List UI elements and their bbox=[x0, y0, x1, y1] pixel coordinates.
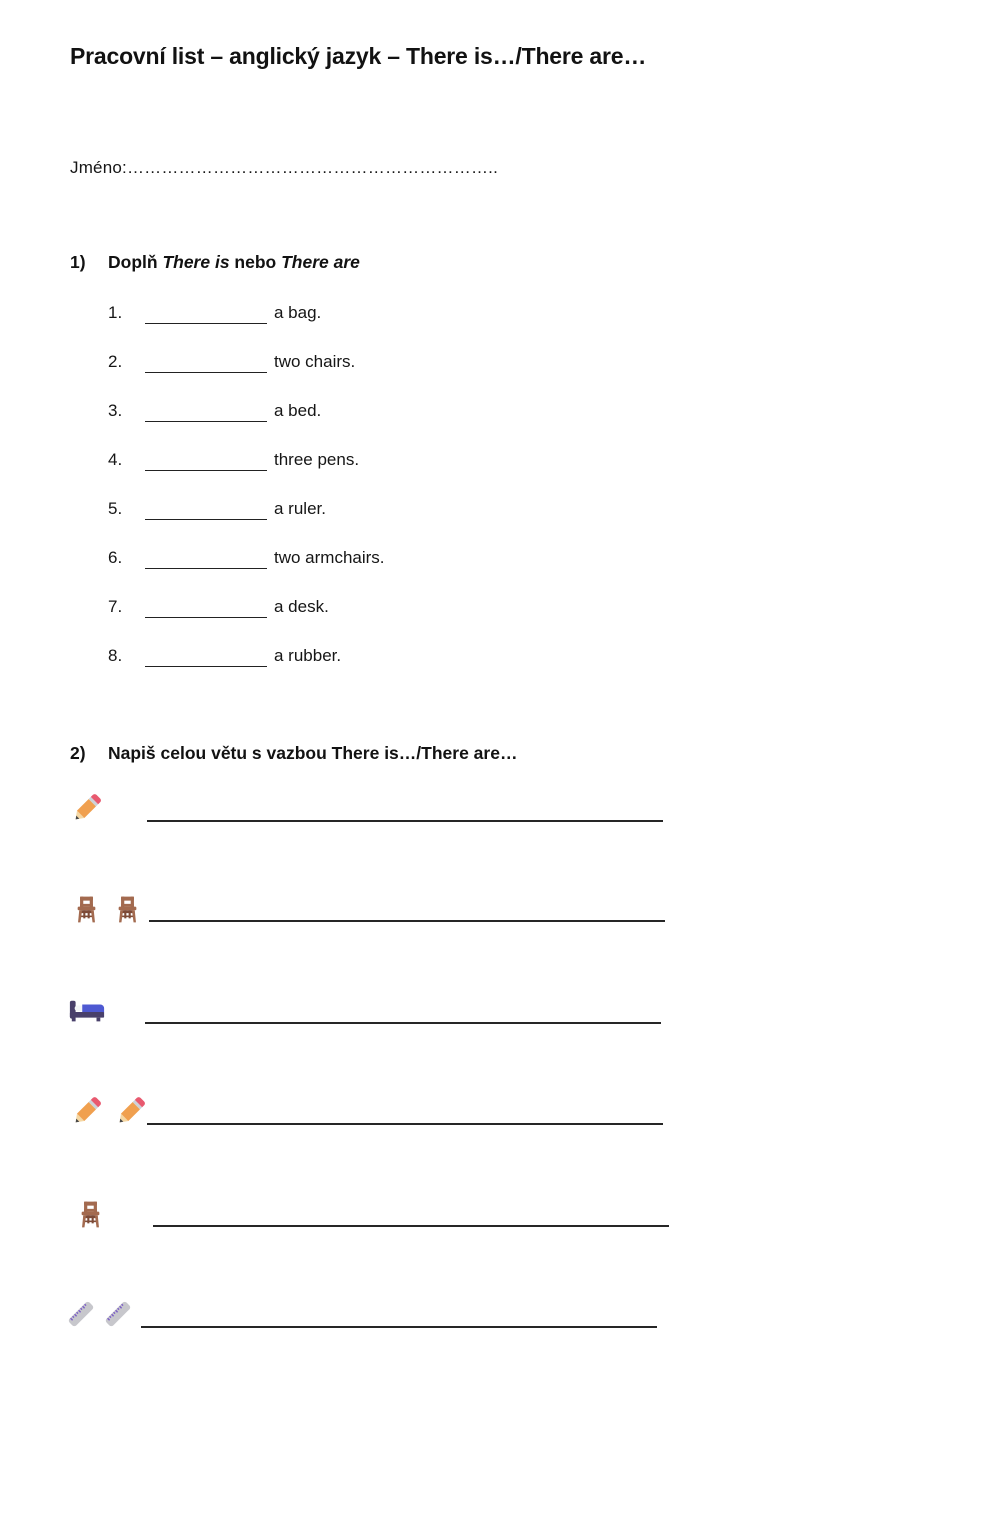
pencil-icon bbox=[114, 1094, 148, 1128]
item-text: a bed. bbox=[274, 401, 322, 420]
item-text: a bag. bbox=[274, 303, 322, 322]
fill-item bbox=[108, 400, 385, 422]
exercise1-instruction-verb: Doplň bbox=[108, 252, 163, 272]
exercise1-number: 1) bbox=[70, 252, 86, 272]
answer-blank bbox=[145, 451, 267, 471]
answer-line bbox=[147, 820, 663, 822]
item-text: a rubber. bbox=[274, 646, 342, 665]
item-number: 3. bbox=[108, 401, 123, 420]
pencil-icon bbox=[70, 1094, 104, 1128]
exercise1-instruction bbox=[108, 250, 360, 274]
answer-line bbox=[149, 920, 665, 922]
item-text: two chairs. bbox=[274, 352, 356, 371]
exercise1-instruction-conjunction: nebo bbox=[229, 252, 282, 272]
icon-group bbox=[76, 1199, 153, 1230]
exercise2-number: 2) bbox=[70, 743, 86, 763]
write-row bbox=[70, 1297, 657, 1331]
answer-blank bbox=[145, 647, 267, 667]
chair-icon bbox=[113, 894, 142, 925]
fill-item bbox=[108, 645, 385, 667]
item-text: three pens. bbox=[274, 450, 360, 469]
fill-item bbox=[108, 302, 385, 324]
item-number: 4. bbox=[108, 450, 123, 469]
answer-line bbox=[153, 1225, 669, 1227]
write-row bbox=[70, 993, 661, 1027]
fill-item bbox=[108, 449, 385, 471]
answer-line bbox=[147, 1123, 663, 1125]
exercise1-heading bbox=[70, 250, 360, 274]
answer-blank bbox=[145, 304, 267, 324]
answer-blank bbox=[145, 598, 267, 618]
item-text: two armchairs. bbox=[274, 548, 385, 567]
write-row bbox=[70, 1094, 663, 1128]
icon-group bbox=[70, 1094, 147, 1128]
write-row bbox=[70, 1196, 669, 1230]
fill-item bbox=[108, 498, 385, 520]
item-text: a desk. bbox=[274, 597, 329, 616]
answer-blank bbox=[145, 500, 267, 520]
answer-line bbox=[145, 1022, 661, 1024]
answer-blank bbox=[145, 549, 267, 569]
answer-blank bbox=[145, 402, 267, 422]
item-number: 8. bbox=[108, 646, 123, 665]
exercise2-instruction: Napiš celou větu s vazbou There is…/There are… bbox=[108, 743, 518, 763]
item-number: 2. bbox=[108, 352, 123, 371]
exercise1-items bbox=[108, 302, 385, 694]
item-text: a ruler. bbox=[274, 499, 326, 518]
icon-group bbox=[64, 1297, 141, 1331]
icon-group bbox=[70, 791, 147, 825]
chair-icon bbox=[76, 1199, 105, 1230]
ruler-icon bbox=[101, 1297, 135, 1331]
fill-item bbox=[108, 351, 385, 373]
ruler-icon bbox=[64, 1297, 98, 1331]
item-number: 1. bbox=[108, 303, 123, 322]
icon-group bbox=[72, 894, 149, 925]
name-line: Jméno:……………………………………………………….. bbox=[70, 158, 498, 177]
exercise1-instruction-phrase1: There is bbox=[162, 252, 230, 272]
exercise2-heading bbox=[70, 741, 517, 765]
fill-item bbox=[108, 596, 385, 618]
icon-group bbox=[68, 997, 145, 1027]
page-title: Pracovní list – anglický jazyk – There is…/There are… bbox=[70, 43, 647, 69]
item-number: 7. bbox=[108, 597, 123, 616]
write-row bbox=[70, 891, 665, 925]
answer-blank bbox=[145, 353, 267, 373]
bed-icon bbox=[68, 997, 106, 1027]
item-number: 6. bbox=[108, 548, 123, 567]
fill-item bbox=[108, 547, 385, 569]
write-row bbox=[70, 791, 663, 825]
chair-icon bbox=[72, 894, 101, 925]
item-number: 5. bbox=[108, 499, 123, 518]
exercise1-instruction-phrase2: There are bbox=[281, 252, 360, 272]
answer-line bbox=[141, 1326, 657, 1328]
pencil-icon bbox=[70, 791, 104, 825]
